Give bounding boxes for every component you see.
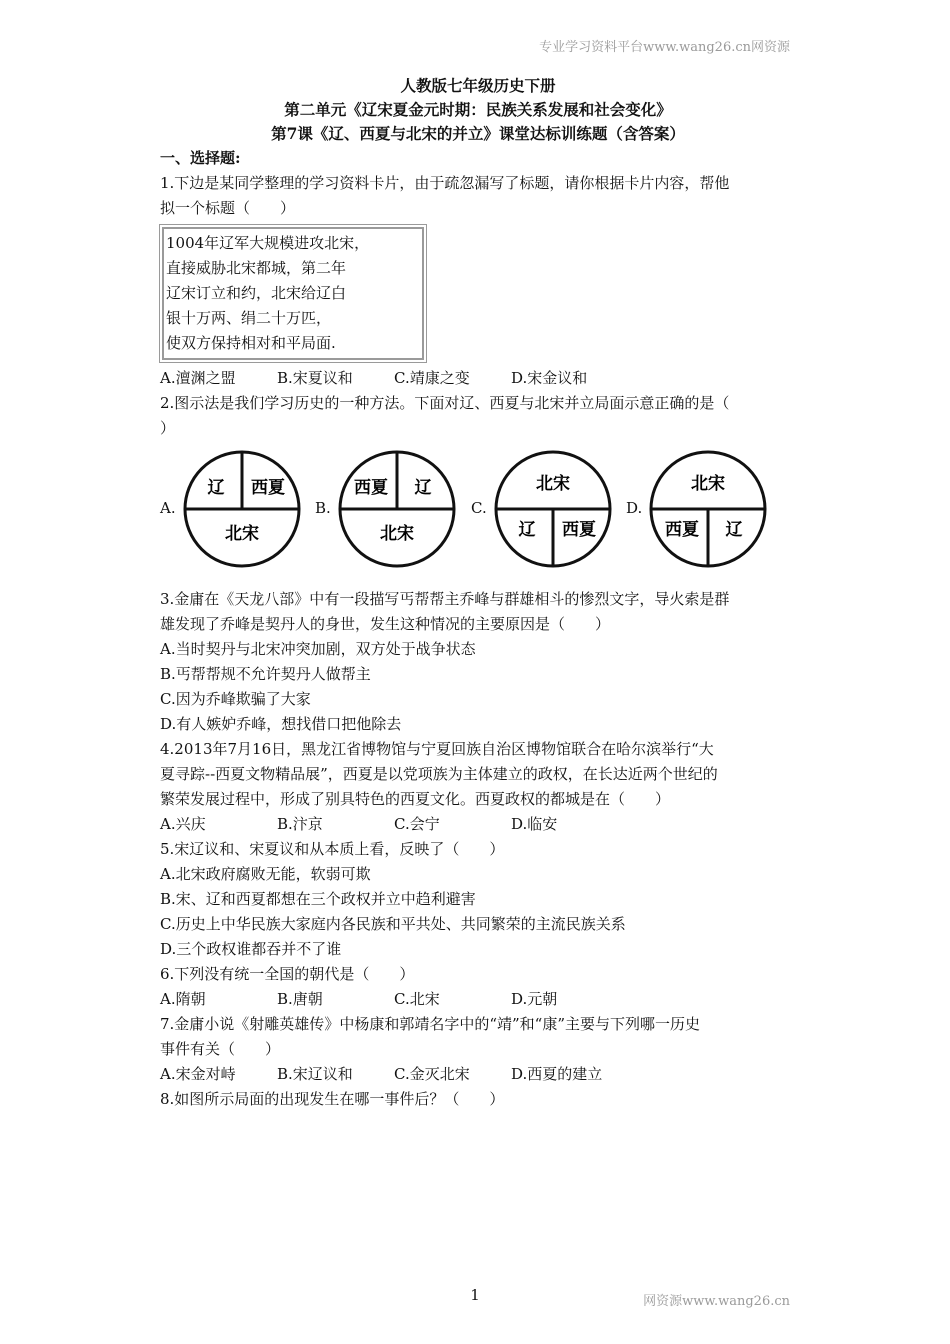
option-d[interactable]: D.宋金议和 — [511, 369, 588, 387]
option-a[interactable]: A.宋金对峙 — [160, 1065, 236, 1083]
option-c[interactable]: C.会宁 — [394, 815, 440, 833]
card-line: 银十万两、绢二十万匹， — [166, 309, 332, 327]
option-a[interactable]: A.澶渊之盟 — [160, 369, 236, 387]
option-d[interactable]: D.元朝 — [511, 990, 558, 1008]
card-line: 直接威胁北宋都城，第二年 — [166, 259, 347, 277]
region-label: 西夏 — [562, 520, 596, 540]
region-label: 西夏 — [665, 520, 699, 540]
question-5 — [160, 837, 796, 962]
question-text: ） — [160, 419, 176, 437]
option-d[interactable]: D.三个政权谁都吞并不了谁 — [160, 940, 342, 958]
option-a[interactable]: A.隋朝 — [160, 990, 206, 1008]
region-label: 西夏 — [354, 478, 388, 498]
option-d[interactable]: D.有人嫉妒乔峰，想找借口把他除去 — [160, 715, 402, 733]
question-text: 4.2013年7月16日，黑龙江省博物馆与宁夏回族自治区博物馆联合在哈尔滨举行“大 — [160, 740, 714, 758]
option-b[interactable]: B.宋、辽和西夏都想在三个政权并立中趋利避害 — [160, 890, 476, 908]
question-text: 繁荣发展过程中，形成了别具特色的西夏文化。西夏政权的都城是在（ ） — [160, 790, 671, 808]
region-label: 北宋 — [536, 474, 570, 494]
unit-title: 第二单元《辽宋夏金元时期：民族关系发展和社会变化》 — [284, 100, 672, 119]
circle-diagram — [182, 449, 302, 569]
question-text: 6.下列没有统一全国的朝代是（ ） — [160, 965, 415, 983]
region-label: 北宋 — [691, 474, 725, 494]
question-4 — [160, 737, 796, 837]
option-c[interactable]: C.北宋 — [394, 990, 440, 1008]
diagram-label: D. — [626, 499, 643, 517]
region-label: 辽 — [725, 520, 743, 540]
option-c[interactable]: C.历史上中华民族大家庭内各民族和平共处、共同繁荣的主流民族关系 — [160, 915, 626, 933]
question-3 — [160, 587, 796, 737]
option-b[interactable]: B.丐帮帮规不允许契丹人做帮主 — [160, 665, 371, 683]
option-d[interactable]: D.西夏的建立 — [511, 1065, 603, 1083]
options-row — [160, 812, 796, 837]
doc-title: 人教版七年级历史下册 — [400, 76, 556, 95]
bottom-watermark: 网资源www.wang26.cn — [643, 1294, 790, 1309]
question-text: 3.金庸在《天龙八部》中有一段描写丐帮帮主乔峰与群雄相斗的惨烈文字，导火索是群 — [160, 590, 730, 608]
region-label: 辽 — [518, 520, 536, 540]
option-b[interactable]: B.宋辽议和 — [277, 1065, 353, 1083]
region-label: 北宋 — [380, 524, 414, 544]
question-7 — [160, 1012, 796, 1087]
card-line: 1004年辽军大规模进攻北宋， — [166, 234, 370, 252]
question-2 — [160, 391, 796, 587]
circle-diagram — [337, 449, 457, 569]
region-label: 北宋 — [225, 524, 259, 544]
document-body — [160, 74, 796, 1112]
question-6 — [160, 962, 796, 1012]
question-8 — [160, 1087, 796, 1112]
question-text: 事件有关（ ） — [160, 1040, 281, 1058]
question-text: 雄发现了乔峰是契丹人的身世，发生这种情况的主要原因是（ ） — [160, 615, 611, 633]
options-row — [160, 987, 796, 1012]
question-text: 7.金庸小说《射雕英雄传》中杨康和郭靖名字中的“靖”和“康”主要与下列哪一历史 — [160, 1015, 700, 1033]
circle-diagram — [493, 449, 613, 569]
question-1 — [160, 171, 796, 391]
option-c[interactable]: C.金灭北宋 — [394, 1065, 470, 1083]
options-row — [160, 1062, 796, 1087]
section-heading: 一、选择题: — [160, 149, 241, 167]
top-watermark: 专业学习资料平台www.wang26.cn网资源 — [539, 40, 790, 55]
page-number: 1 — [470, 1286, 480, 1304]
card-line: 辽宋订立和约，北宋给辽白 — [166, 284, 347, 302]
option-b[interactable]: B.汴京 — [277, 815, 323, 833]
question-text: 1.下边是某同学整理的学习资料卡片，由于疏忽漏写了标题，请你根据卡片内容，帮他 — [160, 174, 730, 192]
question-text: 8.如图所示局面的出现发生在哪一事件后？（ ） — [160, 1090, 505, 1108]
card-line: 使双方保持相对和平局面. — [166, 334, 336, 352]
question-text: 夏寻踪--西夏文物精品展”，西夏是以党项族为主体建立的政权，在长达近两个世纪的 — [160, 765, 718, 783]
option-a[interactable]: A.北宋政府腐败无能，软弱可欺 — [160, 865, 371, 883]
option-d[interactable]: D.临安 — [511, 815, 558, 833]
region-label: 辽 — [207, 478, 225, 498]
lesson-title: 第7课《辽、西夏与北宋的并立》课堂达标训练题（含答案） — [271, 124, 685, 143]
option-b[interactable]: B.唐朝 — [277, 990, 323, 1008]
question-text: 2.图示法是我们学习历史的一种方法。下面对辽、西夏与北宋并立局面示意正确的是（ — [160, 394, 730, 412]
region-label: 西夏 — [251, 478, 285, 498]
diagram-label: C. — [471, 499, 487, 517]
option-c[interactable]: C.靖康之变 — [394, 369, 470, 387]
question-text: 拟一个标题（ ） — [160, 199, 296, 217]
option-c[interactable]: C.因为乔峰欺骗了大家 — [160, 690, 311, 708]
diagram-options — [160, 449, 796, 587]
option-b[interactable]: B.宋夏议和 — [277, 369, 353, 387]
option-a[interactable]: A.兴庆 — [160, 815, 206, 833]
info-card — [162, 227, 424, 360]
region-label: 辽 — [414, 478, 432, 498]
option-a[interactable]: A.当时契丹与北宋冲突加剧，双方处于战争状态 — [160, 640, 476, 658]
diagram-label: A. — [160, 499, 176, 517]
options-row — [160, 366, 796, 391]
diagram-label: B. — [315, 499, 331, 517]
question-text: 5.宋辽议和、宋夏议和从本质上看，反映了（ ） — [160, 840, 505, 858]
circle-diagram — [648, 449, 768, 569]
